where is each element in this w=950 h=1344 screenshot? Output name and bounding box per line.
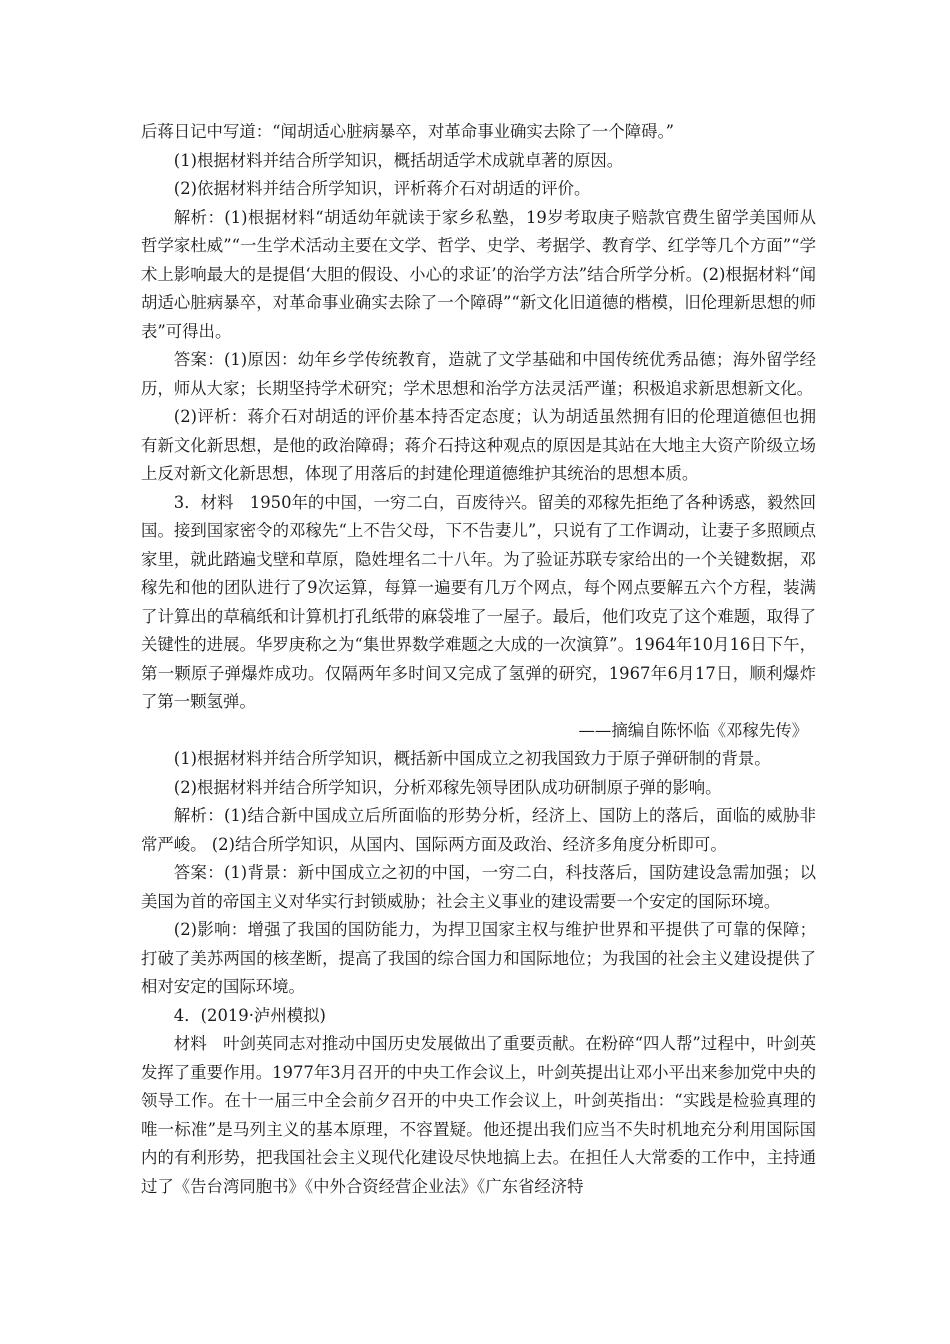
analysis-3: 解析：(1)结合新中国成立后所面临的形势分析，经济上、国防上的落后，面临的威胁非常严峻。 (2)结合所学知识，从国内、国际两方面及政治、经济多角度分析即可。 xyxy=(141,806,816,854)
question-3-1: (1)根据材料并结合所学知识，概括新中国成立之初我国致力于原子弹研制的背景。 xyxy=(173,749,771,768)
paragraph-diary-quote: 后蒋日记中写道：“闻胡适心脏病暴卒，对革命事业确实去除了一个障碍。” xyxy=(141,122,675,141)
source-citation: ——摘编自陈怀临《邓稼先传》 xyxy=(578,720,808,740)
answer-3-1: 答案：(1)背景：新中国成立之初的中国，一穷二白，科技落后，国防建设急需加强；以美国为首的帝国主义对华实行封锁威胁；社会主义事业的建设需要一个安定的国际环境。 xyxy=(141,863,816,911)
answer-3-2: (2)影响：增强了我国的国防能力，为捍卫国家主权与维护世界和平提供了可靠的保障；打破了美苏两国的核垄断，提高了我国的综合国力和国际地位；为我国的社会主义建设提供了相对安定的国际环境。 xyxy=(141,920,816,996)
question-1-2: (2)依据材料并结合所学知识，评析蒋介石对胡适的评价。 xyxy=(173,179,591,198)
material-4: 材料 叶剑英同志对推动中国历史发展做出了重要贡献。在粉碎“四人帮”过程中，叶剑英发挥了重要作用。1977年3月召开的中央工作会议上，叶剑英提出让邓小平出来参加党中央的领导工作。在十一届三中全会前夕召开的中央工作会议上，叶剑英指出：“实践是检验真理的唯一标准”是马列主义的基本原理，不容置疑。他还提出我们应当不失时机地充分利用国际国内的有利形势，把我国社会主义现代化建设尽快地搞上去。在担任人大常委的工作中，主持通过了《告台湾同胞书》《中外合资经营企业法》《广东省经济特 xyxy=(141,1034,816,1196)
answer-1-2: (2)评析：蒋介石对胡适的评价基本持否定态度；认为胡适虽然拥有旧的伦理道德但也拥有新文化新思想，是他的政治障碍；蒋介石持这种观点的原因是其站在大地主大资产阶级立场上反对新文化新思想，体现了用落后的封建伦理道德维护其统治的思想本质。 xyxy=(141,407,816,483)
question-4-heading: 4．(2019·泸州模拟) xyxy=(173,1005,326,1025)
document-page xyxy=(141,118,816,1201)
question-1-1: (1)根据材料并结合所学知识，概括胡适学术成就卓著的原因。 xyxy=(173,150,624,170)
analysis-1: 解析：(1)根据材料“胡适幼年就读于家乡私塾，19岁考取庚子赔款官费生留学美国师从哲学家杜威”“一生学术活动主要在文学、哲学、史学、考据学、教育学、红学等几个方面”“学术上影响最大的是提倡‘大胆的假设、小心的求证’的治学方法”结合所学分析。(2)根据材料“闻胡适心脏病暴卒，对革命事业确实去除了一个障碍”“新文化旧道德的楷模，旧伦理新思想的师表”可得出。 xyxy=(141,207,816,341)
material-3: 3．材料 1950年的中国，一穷二白，百废待兴。留美的邓稼先拒绝了各种诱惑，毅然回国。接到国家密令的邓稼先“上不告父母，下不告妻儿”，只说有了工作调动，让妻子多照顾点家里，就此踏遍戈壁和草原，隐姓埋名二十八年。为了验证苏联专家给出的一个关键数据，邓稼先和他的团队进行了9次运算，每算一遍要有几万个网点，每个网点要解五六个方程，装满了计算出的草稿纸和计算机打孔纸带的麻袋堆了一屋子。最后，他们攻克了这个难题，取得了关键性的进展。华罗庚称之为“集世界数学难题之大成的一次演算”。1964年10月16日下午，第一颗原子弹爆炸成功。仅隔两年多时间又完成了氢弹的研究，1967年6月17日，顺利爆炸了第一颗氢弹。 xyxy=(141,492,816,711)
question-3-2: (2)根据材料并结合所学知识，分析邓稼先领导团队成功研制原子弹的影响。 xyxy=(173,777,722,797)
answer-1-1: 答案：(1)原因：幼年乡学传统教育，造就了文学基础和中国传统优秀品德；海外留学经历，师从大家；长期坚持学术研究；学术思想和治学方法灵活严谨；积极追求新思想新文化。 xyxy=(141,350,816,398)
